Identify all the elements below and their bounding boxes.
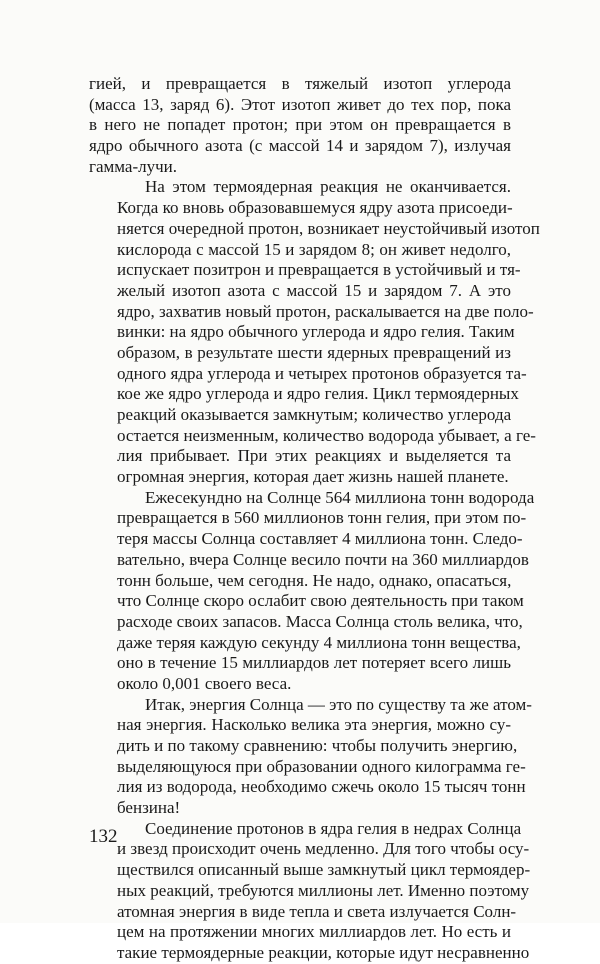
text-line: ядро, захватив новый протон, раскалывается на две поло- [117,301,534,321]
text-line: ществился описанный выше замкнутый цикл термоядер- [117,860,531,880]
text-line: Итак, энергия Солнца — это по существу та же атом- [145,694,532,714]
text-line: превращается в 560 миллионов тонн гелия, при этом по- [117,508,527,528]
paragraph [89,487,535,695]
text-line: винки: на ядро обычного углерода и ядро гелия. Таким [117,322,515,342]
paragraph [89,694,532,819]
text-line: кое же ядро углерода и ядро гелия. Цикл термоядерных [117,384,519,404]
text-line: бензина! [117,798,181,818]
text-line: няется очередной протон, возникает неустойчивый изотоп [117,218,540,238]
text-line: около 0,001 своего веса. [117,673,292,693]
paragraph [89,177,540,487]
text-line: одного ядра углерода и четырех протонов образуется та- [117,363,527,383]
paragraph [89,818,531,964]
text-line: дить и по такому сравнению: чтобы получить энергию, [117,736,518,755]
text-line: атомная энергия в виде тепла и света излучается Солн- [117,901,517,921]
text-line: гией, и превращается в тяжелый изотоп углерода [89,74,511,93]
text-line: даже теряя каждую секунду 4 миллиона тонн вещества, [117,632,521,652]
page-number: 132 [89,826,118,847]
text-line: такие термоядерные реакции, которые идут несравненно [117,942,530,962]
text-line: Когда ко вновь образовавшемуся ядру азота присоеди- [117,198,513,218]
text-line: цем на протяжении многих миллиардов лет. Но есть и [117,922,511,942]
text-line: остается неизменным, количество водорода убывает, а ге- [117,425,536,445]
text-line: реакций оказывается замкнутым; количество углерода [117,405,512,424]
text-line: Соединение протонов в ядра гелия в недрах Солнца [145,818,522,838]
text-line: ных реакций, требуются миллионы лет. Именно поэтому [117,880,530,900]
text-line: образом, в результате шести ядерных превращений из [117,342,511,362]
body-text [89,74,540,964]
text-line: лия прибывает. При этих реакциях и выделяется та [117,446,511,466]
text-line: огромная энергия, которая дает жизнь нашей планете. [117,467,509,487]
text-line: На этом термоядерная реакция не оканчивается. [145,177,511,197]
text-line: лия из водорода, необходимо сжечь около 15 тысяч тонн [117,777,526,797]
text-line: выделяющуюся при образовании одного килограмма ге- [117,756,526,776]
text-line: расходе своих запасов. Масса Солнца столь велика, что, [117,611,523,631]
text-line: испускает позитрон и превращается в устойчивый и тя- [117,260,521,280]
text-line: (масса 13, заряд 6). Этот изотоп живет до тех пор, пока [89,94,511,114]
text-line: что Солнце скоро ослабит свою деятельность при таком [117,591,524,611]
text-line: Ежесекундно на Солнце 564 миллиона тонн водорода [145,487,535,507]
text-line: в него не попадет протон; при этом он превращается в [89,115,511,135]
text-line: ядро обычного азота (с массой 14 и зарядом 7), излучая [89,136,511,156]
text-line: тонн больше, чем сегодня. Не надо, однако, опасаться, [117,570,512,590]
text-line: ная энергия. Насколько велика эта энергия, можно су- [117,715,511,735]
text-line: оно в течение 15 миллиардов лет потеряет всего лишь [117,653,511,673]
paragraph [89,74,511,177]
text-line: вательно, вчера Солнце весило почти на 360 миллиардов [117,549,529,569]
text-line: теря массы Солнца составляет 4 миллиона тонн. Следо- [117,529,523,549]
text-line: кислорода с массой 15 и зарядом 8; он живет недолго, [117,239,511,259]
text-line: желый изотоп азота с массой 15 и зарядом 7. А это [117,280,511,300]
text-line: и звезд происходит очень медленно. Для того чтобы осу- [117,839,530,859]
text-line: гамма-лучи. [89,156,178,176]
